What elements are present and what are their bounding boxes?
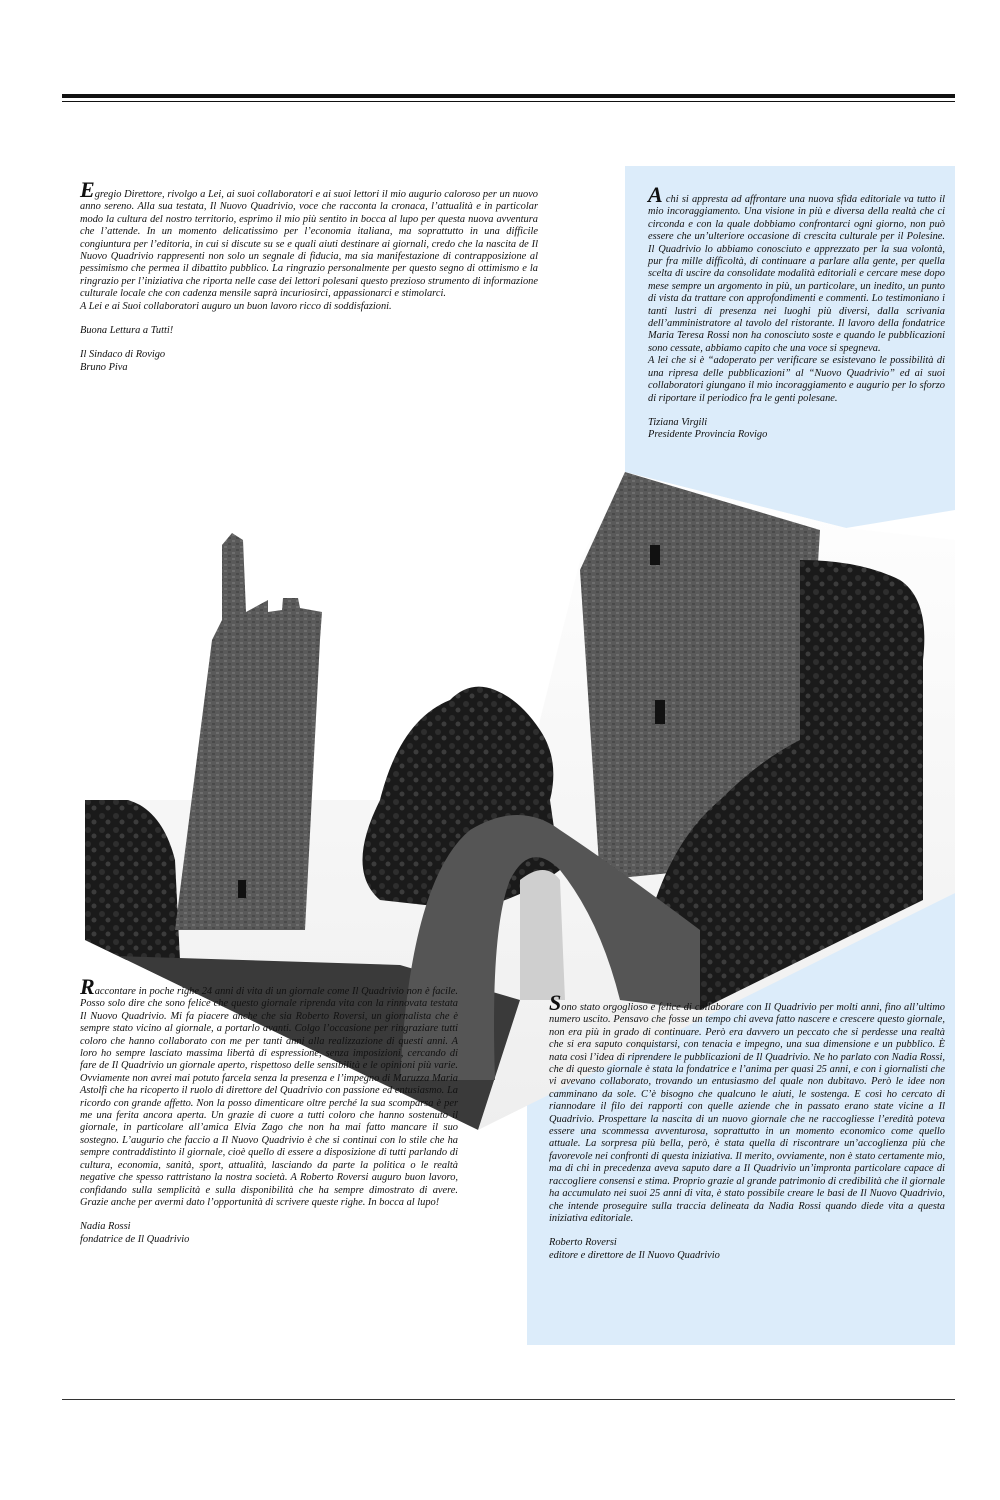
dropcap: A: [648, 182, 663, 207]
signature-name: Roberto Roversi: [549, 1237, 617, 1249]
signature-name: Bruno Piva: [80, 361, 128, 373]
signature-role: fondatrice de Il Quadrivio: [80, 1233, 190, 1245]
letter-direttore-body: [549, 990, 945, 1225]
signature-role: editore e direttore de Il Nuovo Quadrivio: [549, 1249, 720, 1261]
letter-provincia-text-2: A lei che si è “adoperato per verificare se esistevano le possibilità di una ripresa delle pubblicazioni” al “Nuovo Quadrivio” ed ai suoi collaboratori giungano il mio incoraggiamento e augurio per lo sforzo di riportare il periodico fra le genti polesane.: [648, 355, 945, 404]
signature-name: Nadia Rossi: [80, 1221, 131, 1233]
letter-direttore-text: ono stato orgoglioso e felice di collaborare con Il Quadrivio per molti anni, fino all’ultimo numero uscito. Pensavo che fosse un tempo chi aveva fatto nascere e crescere questo giornale, non era più in grado di continuare. Però era davvero un peccato che si perdesse una realtà che si era saputo conquistarsi, con tenacia e impegno, una sua dimensione e un pubblico. È nata così l’idea di riprendere le pubblicazioni de Il Quadrivio. Ne ho parlato con Nadia Rossi, che di questo giornale è stata la fondatrice e l’anima per quasi 25 anni, e con i giornalisti che vi avevano collaborato, trovando un entusiasmo del quale non dubitavo. Però le idee non camminano da sole. C’è bisogno che qualcuno le aiuti, le sostenga. E così ho cercato di riannodare il filo dei rapporti con quelle aziende che in passato erano state vicine a Il Quadrivio. Prospettare la nascita di un nuovo giornale che ne raccogliesse l’eredità poteva essere una scommessa avventurosa, soprattutto in un momento economico come quello attuale. La sorpresa più bella, però, è stata quella di riscontrare un’accoglienza più che favorevole nei confronti di questa iniziativa. Il merito, ovviamente, non è stato certamente mio, ma di chi in precedenza aveva saputo dare a Il Quadrivio un’impronta particolare capace di raccogliere consensi e stima. Proprio grazie al grande patrimonio di credibilità che il giornale ha accumulato nei suoi 25 anni di vita, è stato possibile creare le basi de Il Nuovo Quadrivio, che intende proseguire sulla traccia delineata da Nadia Rossi quando diede vita a questa iniziativa editoriale.: [549, 1002, 945, 1224]
letter-sindaco-closing: A Lei e ai Suoi collaboratori auguro un buon lavoro ricco di soddisfazioni.: [80, 300, 392, 312]
signature-direttore: [549, 1237, 945, 1262]
letter-provincia: [648, 182, 945, 442]
left-tower: [175, 533, 322, 930]
letter-fondatrice: [80, 974, 458, 1246]
letter-direttore: [549, 990, 945, 1262]
signature-fondatrice: [80, 1221, 458, 1246]
signature-provincia: [648, 417, 945, 442]
bottom-rule: [62, 1399, 955, 1400]
dropcap: R: [80, 974, 95, 999]
letter-fondatrice-body: [80, 974, 458, 1209]
letter-fondatrice-text: accontare in poche righe 24 anni di vita di un giornale come Il Quadrivio non è facile. Posso solo dire che sono felice che questo giornale riprenda vita con la rinnovata testata Il Nuovo Quadrivio. Mi fa piacere anche che sia Roberto Roversi, un giornalista che è sempre stato vicino al giornale, a portarlo avanti. Colgo l’occasione per ringraziare tutti coloro che hanno collaborato con me per tanti anni alla realizzazione di questi anni. A loro ho sempre lasciato massima libertà di espressione, senza imposizioni, cercando di fare de Il Quadrivio un giornale aperto, rispettoso delle sensibilità e le opinioni più varie. Ovviamente non avrei mai potuto farcela senza la presenza e l’impegno di Maruzza Maria Astolfi che ha ricoperto il ruolo di direttore del Quadrivio con passione ed entusiasmo. La ricordo con grande affetto. Non la posso dimenticare oltre perché la sua scomparsa è per me una ferita ancora aperta. Un grazie di cuore a tutti coloro che hanno sostenuto il giornale, in particolare all’amica Elvia Zago che non ha mai fatto mancare il suo sostegno. L’augurio che faccio a Il Nuovo Quadrivio è che si continui con lo stile che ha sempre contraddistinto il giornale, cioè quello di essere a disposizione di tutti parlando di cultura, economia, sanità, sport, attualità, lasciando da parte la politica o le realtà negative che spesso rattristano la nostra società. A Roberto Roversi auguro buon lavoro, confidando sulla semplicità e sulla disponibilità che ha sempre dimostrato di avere. Grazie anche per avermi dato l’opportunità di scrivere queste righe. In bocca al lupo!: [80, 986, 458, 1208]
dropcap: E: [80, 177, 95, 202]
dropcap: S: [549, 990, 562, 1015]
letter-provincia-text: chi si appresta ad affrontare una nuova sfida editoriale va tutto il mio incoraggiamento. Una visione in più e diversa della realtà che ci circonda e con la quale dobbiamo confrontarci ogni giorno, non può essere che un’ulteriore occasione di crescita culturale per il Polesine. Il Quadrivio lo abbiamo conosciuto e apprezzato per la sua volontà, pur fra mille difficoltà, di continuare a parlare alla gente, per quella scelta di uscire da consolidate modalità editoriali e cercare mese dopo mese sempre un argomento in più, un particolare, un inedito, un punto di vista da trattare con approfondimenti e commenti. Lo testimoniano i tanti lustri di presenza nei luoghi più diversi, dalla scrivania dell’amministratore al tavolo del ristorante. Il lavoro della fondatrice Maria Teresa Rossi non ha conosciuto soste e quando le pubblicazioni sono cessate, abbiamo capito che una voce si spegneva.: [648, 194, 945, 354]
signature-role: Presidente Provincia Rovigo: [648, 429, 768, 441]
letter-sindaco-body: [80, 177, 538, 313]
letter-sindaco: [80, 177, 538, 374]
signature-name: Tiziana Virgili: [648, 416, 708, 428]
signature-role: Il Sindaco di Rovigo: [80, 349, 166, 361]
signature-sindaco: [80, 349, 538, 374]
letter-sindaco-text: gregio Direttore, rivolgo a Lei, ai suoi collaboratori e ai suoi lettori il mio augurio caloroso per un nuovo anno sereno. Alla sua testata, Il Nuovo Quadrivio, voce che racconta la cronaca, l’attualità e in particolar modo la cultura del nostro territorio, esprimo il mio più sentito in bocca al lupo per questa nuova avventura che l’attende. In un momento delicatissimo per l’economia italiana, ma soprattutto in una difficile congiuntura per l’editoria, in cui si discute su se e quali aiuti destinare ai giornali, credo che la nascita de Il Nuovo Quadrivio rappresenti non solo un segnale di fiducia, ma sia manifestazione di contrapposizione al pessimismo che permea il dibattito pubblico. La ringrazio personalmente per questo segno di ottimismo e la ringrazio per l’iniziativa che riporta nelle case dei lettori polesani questo prezioso strumento di informazione culturale locale che con cadenza mensile saprà incuriosirci, appassionarci e stimolarci.: [80, 189, 538, 300]
letter-provincia-body: [648, 182, 945, 405]
greeting: Buona Lettura a Tutti!: [80, 325, 174, 337]
